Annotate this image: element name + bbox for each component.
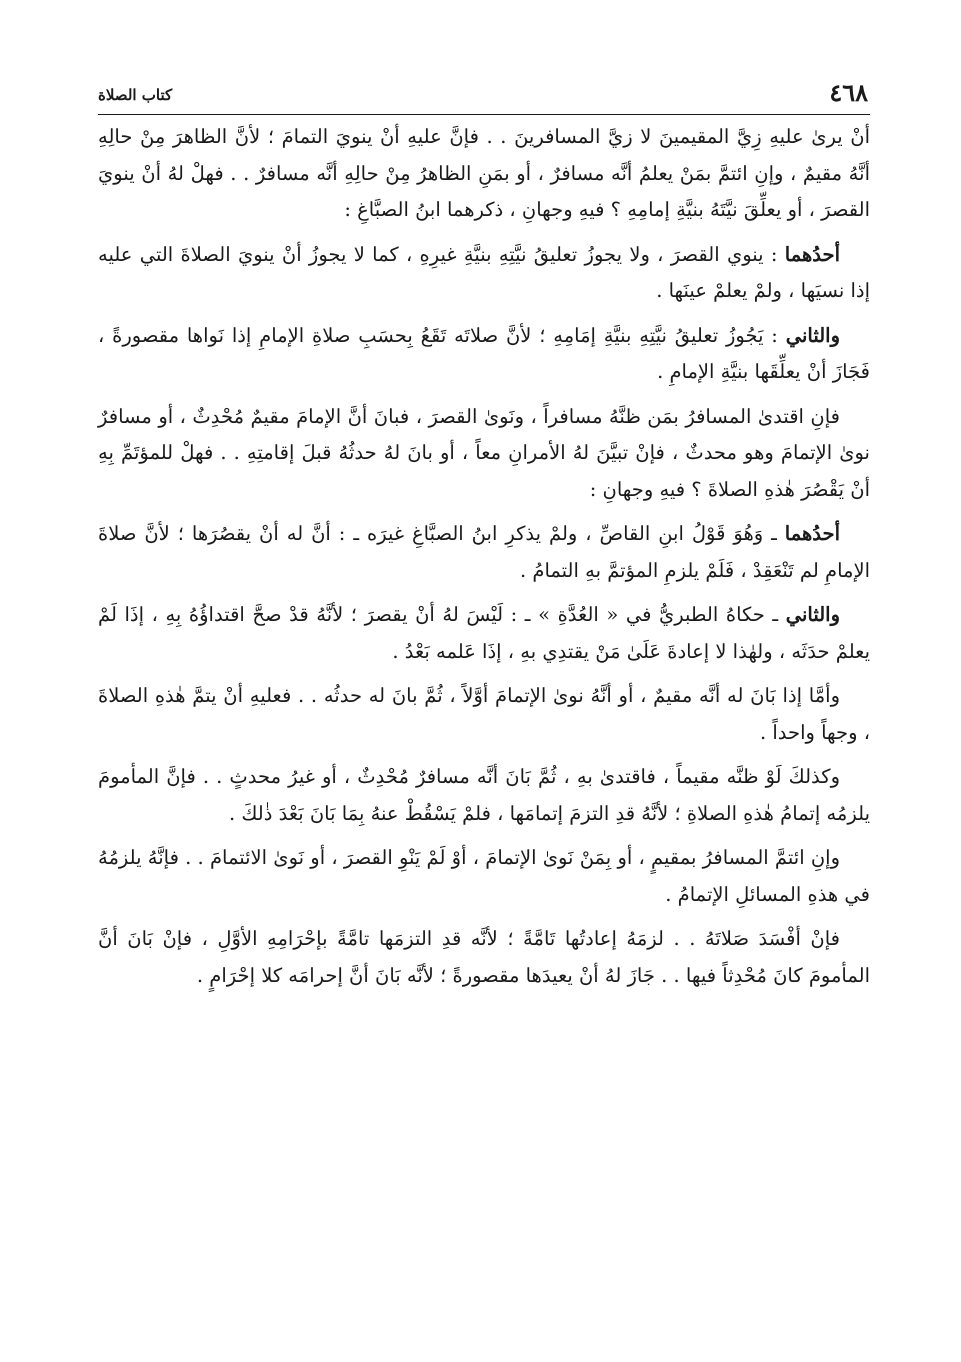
- page-body: [98, 119, 870, 994]
- paragraph-case: [98, 759, 870, 832]
- paragraph-text: : يَجُوزُ تعليقُ نيَّتِهِ بنيَّةِ إمَامِهِ ؛ لأنَّ صلاتَه تَقَعُ بِحسَبِ صلاةِ الإمامِ إذا نَواها مقصورةً ، فَجَازَ أنْ يعلِّقَها بنيَّةِ الإمامِ .: [98, 323, 870, 383]
- paragraph-lead: أحدُهما: [784, 242, 840, 266]
- paragraph-case: [98, 399, 870, 509]
- paragraph-text: وكذلكَ لَوْ ظنَّه مقيماً ، فاقتدىٰ بهِ ، ثُمَّ بَانَ أنَّه مسافرٌ مُحْدِثٌ ، أو غيرُ محدثٍ . . فإنَّ المأمومَ يلزمُه إتمامُ هٰذهِ الصلاةِ ؛ لأنَّهُ قدِ التزمَ إتمامَها ، فلمْ يَسْقُطْ عنهُ بِمَا بَانَ بَعْدَ ذٰلكَ .: [98, 765, 870, 825]
- paragraph-text: : ينوي القصرَ ، ولا يجوزُ تعليقُ نيَّتِهِ بنيَّةِ غيرِهِ ، كما لا يجوزُ أنْ ينويَ الصلاةَ التي عليه إذا نسيَها ، ولمْ يعلمْ عينَها .: [98, 242, 870, 302]
- paragraph-text: وإنِ ائتمَّ المسافرُ بمقيمٍ ، أو بِمَنْ نَوىٰ الإتمامَ ، أوْ لَمْ يَنْوِ القصرَ ، أو نَوىٰ الائتمامَ . . فإنَّهُ يلزمُهُ في هذهِ المسائلِ الإتمامُ .: [98, 846, 870, 906]
- paragraph-lead: والثاني: [785, 323, 840, 347]
- paragraph-case: [98, 678, 870, 751]
- header-rule: [98, 114, 870, 115]
- paragraph-text: ـ وَهُوَ قَوْلُ ابنِ القاصِّ ، ولمْ يذكرِ ابنُ الصبَّاغِ غيرَه ـ : أنَّ له أنْ يقصُرَها ؛ لأنَّ صلاةَ الإمامِ لم تَنْعَقِدْ ، فَلَمْ يلزمِ المؤتمَّ بهِ التمامُ .: [98, 522, 870, 582]
- paragraph-text: فإنِ اقتدىٰ المسافرُ بمَن ظنَّهُ مسافراً ، ونَوىٰ القصرَ ، فبانَ أنَّ الإمامَ مقيمٌ مُحْدِثٌ ، أو مسافرٌ نوىٰ الإتمامَ وهو محدثٌ ، فإنْ تبيَّنَ لهُ الأمرانِ معاً ، أو بانَ لهُ حدثُهُ قبلَ إقامتِهِ . . فهلْ للمؤتَمِّ بِهِ أنْ يَقْصُرَ هٰذهِ الصلاةَ ؟ فيهِ وجهانِ :: [98, 404, 870, 501]
- paragraph-case: [98, 921, 870, 994]
- paragraph-second-view: [98, 597, 870, 670]
- book-page: [98, 78, 870, 1002]
- page-number: ٤٦٨: [829, 78, 868, 107]
- paragraph-first-view: [98, 237, 870, 310]
- paragraph-first-view: [98, 516, 870, 589]
- paragraph-text: وأمَّا إذا بَانَ له أنَّه مقيمٌ ، أو أنَّهُ نوىٰ الإتمامَ أوَّلاً ، ثُمَّ بانَ له حدثُه . . فعليهِ أنْ يتمَّ هٰذهِ الصلاةَ ، وجهاً واحداً .: [98, 684, 870, 744]
- paragraph-second-view: [98, 318, 870, 391]
- paragraph-text: فإنْ أفْسَدَ صَلاتَهُ . . لزمَهُ إعادتُها تَامَّةً ؛ لأنَّه قدِ التزمَها تامَّةً بإحْرَامِهِ الأوَّلِ ، فإنْ بَانَ أنَّ المأمومَ كانَ مُحْدِثاً فيها . . جَازَ لهُ أنْ يعيدَها مقصورةً ؛ لأنَّه بَانَ أنَّ إحرامَه كلا إحْرَامٍ .: [98, 927, 870, 987]
- paragraph-case: [98, 840, 870, 913]
- paragraph-continuation: [98, 119, 870, 229]
- paragraph-lead: والثاني: [785, 603, 840, 626]
- paragraph-lead: أحدُهما: [784, 522, 840, 545]
- paragraph-text: أنْ يرىٰ عليهِ زِيَّ المقيمينَ لا زيَّ المسافرينَ . . فإنَّ عليهِ أنْ ينويَ التمامَ ؛ لأنَّ الظاهرَ مِنْ حالِهِ أنَّهُ مقيمٌ ، وإنِ ائتمَّ بمَنْ يعلمُ أنَّه مسافرٌ ، أو بمَنِ الظاهرُ مِنْ حالِهِ أنَّه مسافرٌ . . فهلْ لهُ أنْ ينويَ القصرَ ، أو يعلِّقَ نيَّتَهُ بنيَّةِ إمامِهِ ؟ فيهِ وجهانِ ، ذكرهما ابنُ الصبَّاغِ :: [98, 125, 870, 221]
- running-title: كتاب الصلاة: [98, 86, 173, 104]
- paragraph-text: ـ حكاهُ الطبريُّ في « العُدَّةِ » ـ : لَيْسَ لهُ أنْ يقصرَ ؛ لأنَّهُ قدْ صحَّ اقتداؤُهُ بِهِ ، إذَا لَمْ يعلمْ حدَثَه ، ولهٰذا لا إعادةَ عَلَىٰ مَنْ يقتدِي بهِ ، إذَا عَلمه بَعْدُ .: [98, 603, 870, 663]
- page-header: [98, 78, 870, 114]
